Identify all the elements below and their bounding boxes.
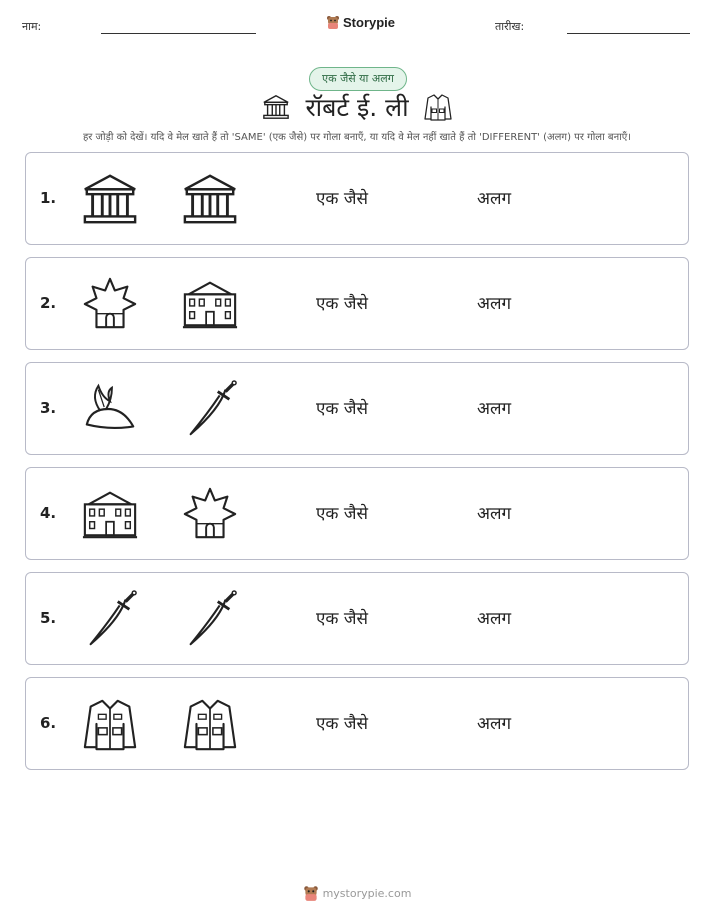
sword-icon <box>81 590 139 648</box>
mansion-icon <box>181 275 239 333</box>
footer-url[interactable]: mystorypie.com <box>322 886 412 900</box>
storypie-logo <box>326 14 395 30</box>
pair-row-6 <box>25 677 689 770</box>
same-option[interactable]: एक जैसे <box>316 714 368 734</box>
same-option[interactable]: एक जैसे <box>316 189 368 209</box>
activity-badge: एक जैसे या अलग <box>309 67 407 91</box>
different-option[interactable]: अलग <box>477 504 512 524</box>
sword-icon <box>181 590 239 648</box>
name-label: नाम: <box>22 20 42 33</box>
different-option[interactable]: अलग <box>477 294 512 314</box>
row-number: 4. <box>40 504 57 522</box>
row-number: 1. <box>40 189 57 207</box>
page-title: रॉबर्ट ई. ली <box>305 93 409 122</box>
pair-row-2 <box>25 257 689 350</box>
pair-row-5 <box>25 572 689 665</box>
bear-icon <box>326 14 340 30</box>
same-option[interactable]: एक जैसे <box>316 399 368 419</box>
temple-icon <box>261 93 291 121</box>
name-line[interactable] <box>101 33 256 34</box>
different-option[interactable]: अलग <box>477 714 512 734</box>
mansion-icon <box>81 485 139 543</box>
row-number: 6. <box>40 714 57 732</box>
temple-icon <box>181 170 239 228</box>
sword-icon <box>181 380 239 438</box>
instructions: हर जोड़ी को देखें। यदि वे मेल खाते हैं तो 'SAME' (एक जैसे) पर गोला बनाएँ, या यदि वे मेल नहीं खाते हैं तो 'DIFFERENT' (अलग) पर गोला बनाएँ। <box>82 132 632 143</box>
pair-row-1 <box>25 152 689 245</box>
same-option[interactable]: एक जैसे <box>316 504 368 524</box>
row-number: 5. <box>40 609 57 627</box>
fortress-icon <box>81 275 139 333</box>
date-label: तारीख: <box>495 20 525 33</box>
title-row <box>0 90 714 124</box>
military-jacket-icon <box>181 695 239 753</box>
different-option[interactable]: अलग <box>477 189 512 209</box>
pair-row-3 <box>25 362 689 455</box>
date-line[interactable] <box>567 33 690 34</box>
same-option[interactable]: एक जैसे <box>316 294 368 314</box>
military-jacket-icon <box>81 695 139 753</box>
footer <box>0 884 714 902</box>
brand-name: Storypie <box>343 14 396 30</box>
military-jacket-icon <box>423 92 453 122</box>
bear-icon <box>303 884 319 902</box>
fortress-icon <box>181 485 239 543</box>
same-option[interactable]: एक जैसे <box>316 609 368 629</box>
temple-icon <box>81 170 139 228</box>
different-option[interactable]: अलग <box>477 399 512 419</box>
different-option[interactable]: अलग <box>477 609 512 629</box>
row-number: 3. <box>40 399 57 417</box>
feathered-hat-icon <box>81 380 139 438</box>
row-number: 2. <box>40 294 57 312</box>
pair-row-4 <box>25 467 689 560</box>
